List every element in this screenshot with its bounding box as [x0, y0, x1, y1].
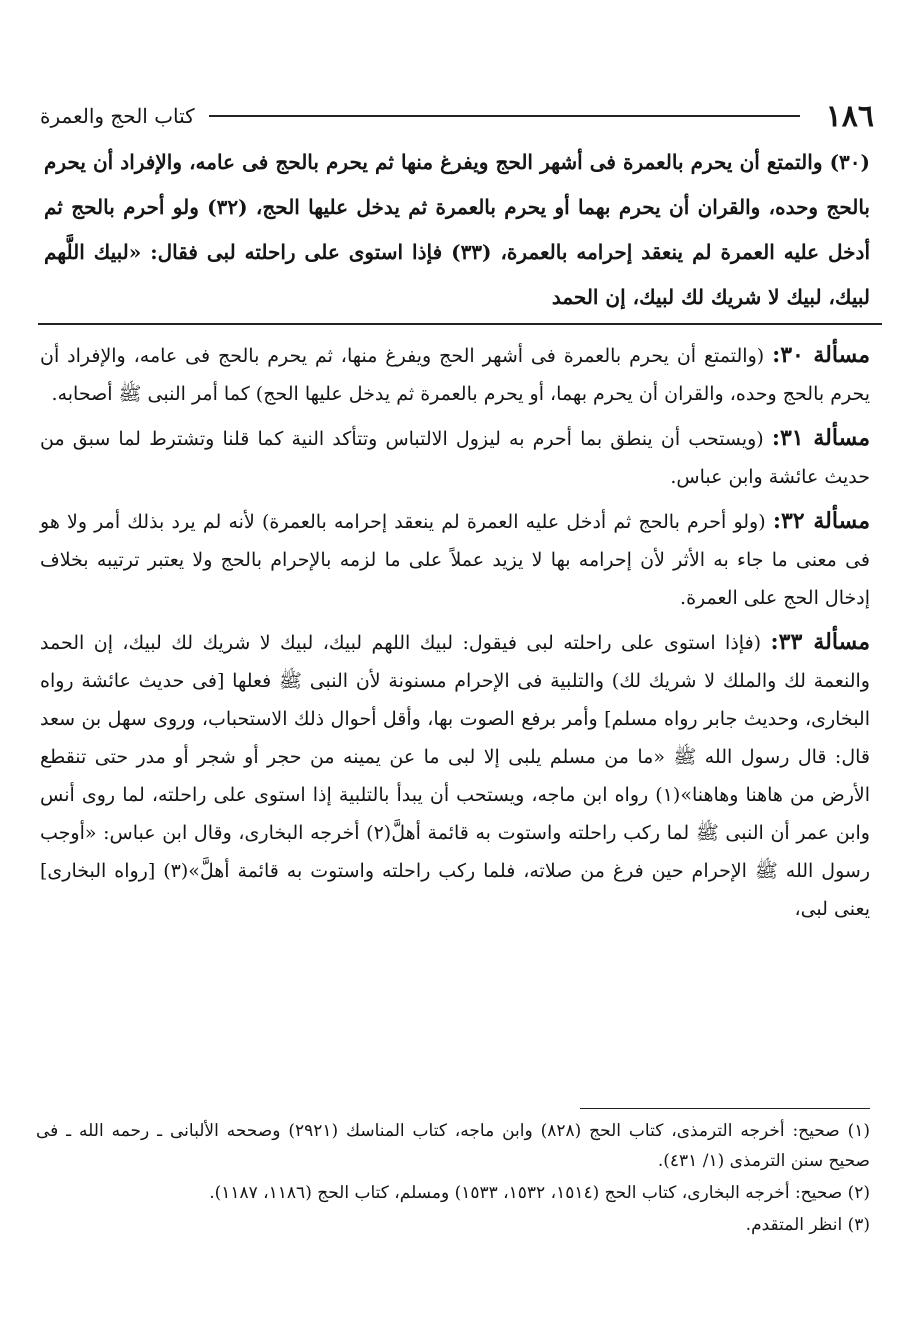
- header-rule: [209, 115, 800, 117]
- masala-33: [40, 623, 870, 928]
- masala-text: لأنه لم يرد بذلك أمر ولا هو فى معنى ما جاء به الأثر لأن إحرامه بها لا يزيد عملاً على ما لزمه بالإحرام بالحج ولا يعتبر ترتيبه بخلاف إدخال الحج على العمرة.: [40, 511, 870, 609]
- footnote-3: (٣) انظر المتقدم.: [745, 1215, 870, 1235]
- masala-31: [40, 419, 870, 496]
- footnote-2: (٢) صحيح: أخرجه البخارى، كتاب الحج (١٥١٤، ١٥٣٢، ١٥٣٣) ومسلم، كتاب الحج (١١٨٦، ١١٨٧).: [209, 1183, 870, 1203]
- main-text: [44, 140, 870, 320]
- footnotes: [36, 1116, 870, 1242]
- main-text-paragraph: (٣٠) والتمتع أن يحرم بالعمرة فى أشهر الحج ويفرغ منها ثم يحرم بالحج فى عامه، والإفراد أن يحرم بالحج وحده، والقران أن يحرم بهما أو يحرم بالعمرة ثم يدخل عليها الحج، (٣٢) ولو أحرم بالحج ثم أدخل عليه العمرة لم ينعقد إحرامه بالعمرة، (٣٣) فإذا استوى على راحلته لبى فقال: «لبيك اللَّهم لبيك، لبيك لا شريك لك لبيك، إن الحمد: [44, 150, 871, 309]
- masala-label: مسألة ٣٣:: [770, 629, 870, 655]
- masala-text: والتلبية فى الإحرام مسنونة لأن النبى ﷺ فعلها [فى حديث عائشة رواه البخارى، وحديث جابر رواه مسلم] وأمر برفع الصوت بها، وأقل أحوال ذلك الاستحباب، وروى سهل بن سعد قال: قال رسول الله ﷺ «ما من مسلم يلبى إلا لبى ما عن يمينه من حجر أو شجر أو مدر حتى تنقطع الأرض من هاهنا وهاهنا»(١) رواه ابن ماجه، ويستحب أن يبدأ بالتلبية إذا استوى على راحلته، لما روى أنس وابن عمر أن النبى ﷺ لما ركب راحلته واستوت به قائمة أهلَّ(٢) أخرجه البخارى، وقال ابن عباس: «أوجب رسول الله ﷺ الإحرام حين فرغ من صلاته، فلما ركب راحلته واستوت به قائمة أهلَّ»(٣) [رواه البخارى] يعنى لبى،: [40, 670, 870, 920]
- masala-quote: (فإذا استوى على راحلته لبى فيقول: لبيك اللهم لبيك، لبيك لا شريك لك لبيك، إن الحمد والنعمة لك والملك لا شريك لك): [40, 632, 870, 692]
- masala-30: [40, 336, 870, 413]
- masala-text: كما أمر النبى ﷺ أصحابه.: [51, 383, 256, 405]
- footnote-divider: [580, 1108, 870, 1109]
- page-number: ١٨٦: [825, 98, 874, 134]
- masala-32: [40, 502, 870, 617]
- footnote-1: (١) صحيح: أخرجه الترمذى، كتاب الحج (٨٢٨) وابن ماجه، كتاب المناسك (٢٩٢١) وصححه الألبانى ـ رحمه الله ـ فى صحيح سنن الترمذى (١/ ٤٣١).: [36, 1121, 870, 1171]
- page-header: [40, 96, 874, 136]
- masala-label: مسألة ٣٢:: [772, 508, 870, 534]
- commentary: [40, 336, 870, 934]
- masala-label: مسألة ٣٠:: [772, 342, 870, 368]
- section-divider: [38, 323, 882, 325]
- masala-label: مسألة ٣١:: [771, 425, 870, 451]
- masala-quote: (والتمتع أن يحرم بالعمرة فى أشهر الحج ويفرغ منها، ثم يحرم بالحج فى عامه، والإفراد أن يحرم بالحج وحده، والقران أن يحرم بهما، أو يحرم بالعمرة ثم يدخل عليها الحج): [40, 345, 870, 405]
- book-title: كتاب الحج والعمرة: [40, 104, 195, 128]
- masala-quote: (ويستحب أن ينطق بما أحرم به ليزول الالتباس وتتأكد النية كما قلنا وتشترط لما سبق من حديث عائشة وابن عباس.: [40, 428, 870, 488]
- masala-quote: (ولو أحرم بالحج ثم أدخل عليه العمرة لم ينعقد إحرامه بالعمرة): [261, 511, 766, 533]
